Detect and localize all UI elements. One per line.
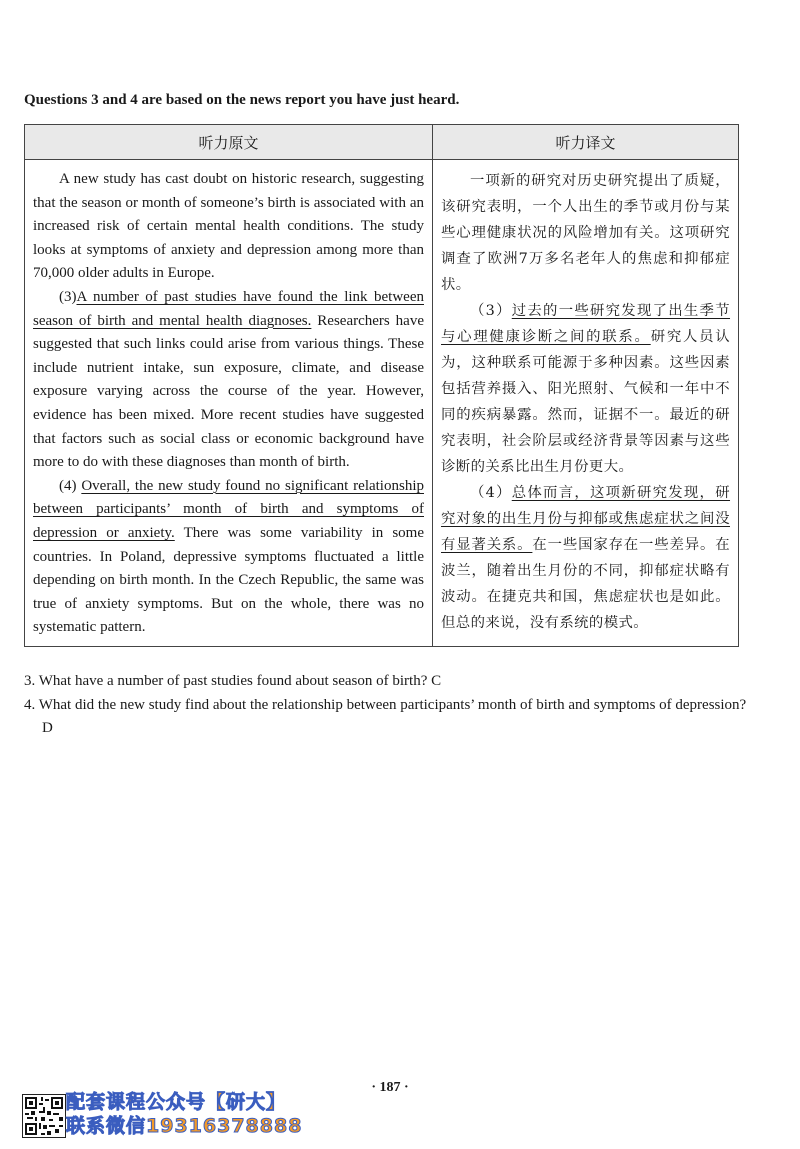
translation-paragraph-1: 一项新的研究对历史研究提出了质疑，该研究表明，一个人出生的季节或月份与某些心理健康状况的风险增加有关。这项研究调查了欧洲7万多名老年人的焦虑和抑郁症状。 — [441, 173, 730, 293]
transcript-table — [24, 124, 739, 647]
answer-4-underline: Overall, the new study found no significant relationship between participants’ month of birth and symptoms of depression or anxiety. — [33, 477, 424, 541]
watermark — [66, 1090, 302, 1138]
translation-paragraph-3 — [441, 480, 730, 636]
question-3: 3. What have a number of past studies found about season of birth? C — [24, 673, 442, 689]
original-paragraph-3-rest: There was some variability in some countries. In Poland, depressive symptoms fluctuated a little depending on birth month. In the Czech Republic, the same was true of anxiety symptoms. But on the whole, there was no systematic pattern. — [33, 524, 424, 636]
question-list — [24, 670, 754, 741]
translation-3-marker: （3） — [470, 303, 512, 319]
original-paragraph-2-rest: Researchers have suggested that such links could arise from various things. These include nutrient intake, sun exposure, climate, and disease exposure varying across the course of the year. However, evidence has been mixed. More recent studies have suggested that factors such as social class or economic background have more to do with these diagnoses than month of birth. — [33, 312, 424, 471]
original-paragraph-3 — [33, 475, 424, 640]
translation-paragraph-2 — [441, 298, 730, 480]
translation-paragraph-3-rest: 在一些国家存在一些差异。在波兰，随着出生月份的不同，抑郁症状略有波动。在捷克共和国，焦虑症状也是如此。但总的来说，没有系统的模式。 — [441, 537, 730, 631]
table-body-row — [25, 160, 739, 647]
qr-code-icon — [22, 1094, 66, 1138]
question-4: 4. What did the new study find about the relationship between participants’ month of birth and symptoms of depression? D — [24, 696, 747, 736]
page-number: · 187 · — [371, 1080, 409, 1095]
translation-4-marker: （4） — [470, 485, 512, 501]
header-original: 听力原文 — [25, 125, 433, 160]
question-3-marker: (3) — [59, 288, 77, 305]
watermark-line-2: 联系微信19316378888 — [66, 1115, 303, 1137]
original-paragraph-1: A new study has cast doubt on historic research, suggesting that the season or month of someone’s birth is associated with an increased risk of certain mental health conditions. The study looks at symptoms of anxiety and depression among more than 70,000 older adults in Europe. — [33, 171, 424, 282]
original-paragraph-2 — [33, 286, 424, 475]
translation-transcript — [433, 160, 739, 647]
translation-3-underline: 过去的一些研究发现了出生季节与心理健康诊断之间的联系。 — [441, 303, 731, 345]
answer-3-underline: A number of past studies have found the link between season of birth and mental health diagnoses. — [33, 288, 424, 329]
translation-paragraph-2-rest: 研究人员认为，这种联系可能源于多种因素。这些因素包括营养摄入、阳光照射、气候和一年中不同的疾病暴露。然而，证据不一。最近的研究表明，社会阶层或经济背景等因素与这些诊断的关系比出生月份更大。 — [441, 329, 730, 475]
table-header-row — [25, 125, 739, 160]
watermark-line-1: 配套课程公众号【研大】 — [66, 1091, 287, 1113]
translation-4-underline: 总体而言，这项新研究发现，研究对象的出生月份与抑郁或焦虑症状之间没有显著关系。 — [441, 485, 731, 553]
header-translation: 听力译文 — [433, 125, 739, 160]
section-heading: Questions 3 and 4 are based on the news report you have just heard. — [24, 92, 460, 108]
original-transcript — [25, 160, 433, 647]
question-4-marker: (4) — [59, 477, 82, 494]
